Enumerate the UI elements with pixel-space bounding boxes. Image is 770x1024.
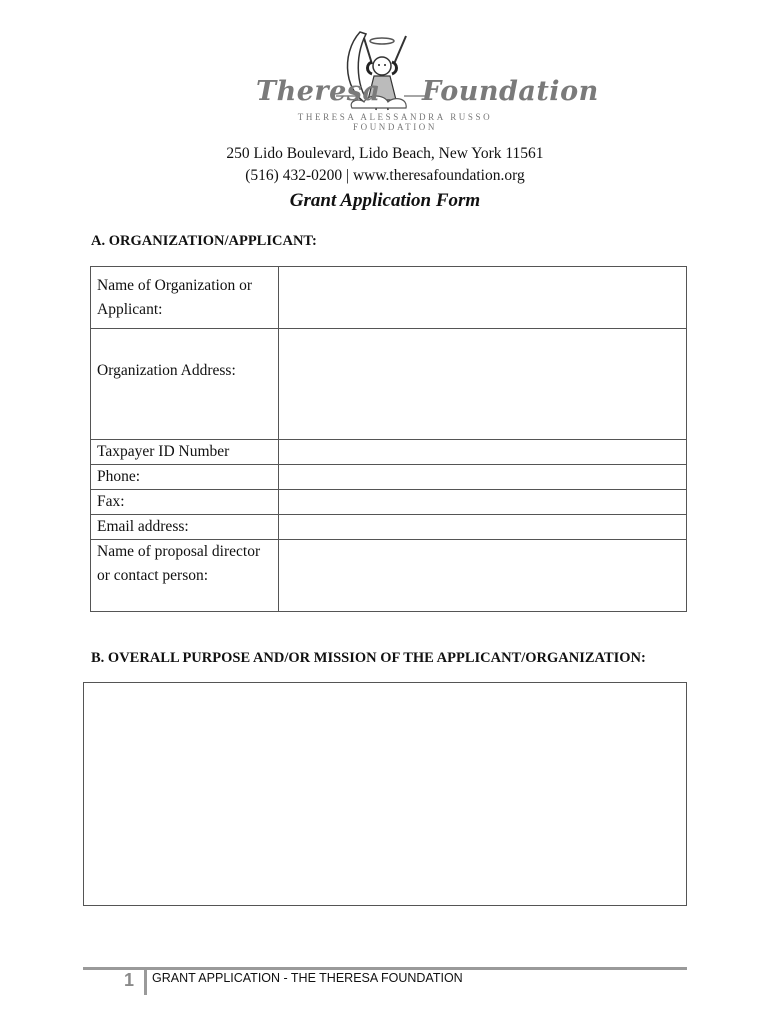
purpose-mission-textarea[interactable]	[83, 682, 687, 906]
table-row	[91, 465, 687, 490]
footer-rule	[83, 967, 687, 970]
field-label: Email address:	[91, 515, 279, 540]
taxpayer-id-input[interactable]	[279, 440, 687, 465]
logo-subtitle: THERESA ALESSANDRA RUSSO FOUNDATION	[297, 112, 493, 132]
table-row	[91, 440, 687, 465]
contact-line: (516) 432-0200 | www.theresafoundation.org	[245, 167, 525, 184]
footer-text: GRANT APPLICATION - THE THERESA FOUNDATION	[152, 971, 463, 985]
contact-person-input[interactable]	[279, 540, 687, 612]
organization-address-input[interactable]	[279, 329, 687, 440]
phone-input[interactable]	[279, 465, 687, 490]
table-row	[91, 540, 687, 612]
angel-girl-logo-icon	[248, 24, 538, 124]
table-row	[91, 515, 687, 540]
section-b-heading: B. OVERALL PURPOSE AND/OR MISSION OF THE APPLICANT/ORGANIZATION:	[91, 650, 646, 666]
page-number: 1	[124, 970, 135, 990]
foundation-logo	[248, 24, 599, 132]
table-row	[91, 490, 687, 515]
footer-divider	[144, 969, 147, 995]
logo-word-left: Theresa	[256, 76, 381, 107]
organization-table	[90, 266, 687, 612]
table-row	[91, 267, 687, 329]
address-line: 250 Lido Boulevard, Lido Beach, New York 11561	[226, 145, 544, 162]
field-label: Organization Address:	[91, 329, 279, 440]
field-label: Name of Organization or Applicant:	[91, 267, 279, 329]
organization-name-input[interactable]	[279, 267, 687, 329]
email-input[interactable]	[279, 515, 687, 540]
field-label: Fax:	[91, 490, 279, 515]
form-title: Grant Application Form	[289, 190, 481, 211]
field-label: Phone:	[91, 465, 279, 490]
fax-input[interactable]	[279, 490, 687, 515]
field-label: Name of proposal director or contact person:	[91, 540, 279, 612]
field-label: Taxpayer ID Number	[91, 440, 279, 465]
section-a-heading: A. ORGANIZATION/APPLICANT:	[91, 233, 317, 249]
table-row	[91, 329, 687, 440]
logo-word-right: Foundation	[422, 76, 599, 107]
